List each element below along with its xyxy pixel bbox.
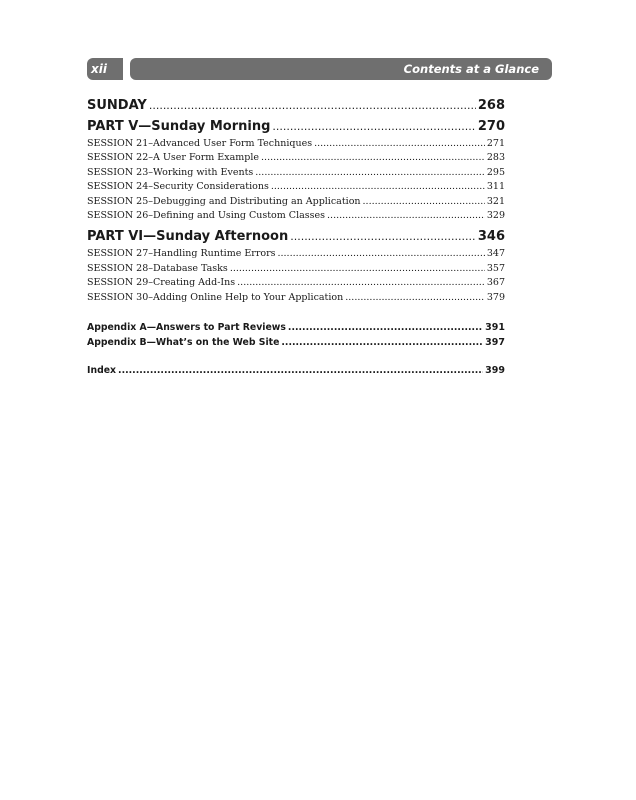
toc-page: 391 xyxy=(485,321,505,333)
dot-leader xyxy=(255,167,485,178)
dot-leader xyxy=(363,196,485,207)
toc-page: 357 xyxy=(486,262,505,274)
toc-entry-session-30[interactable] xyxy=(87,292,505,306)
dot-leader xyxy=(327,210,485,221)
toc-label: SUNDAY xyxy=(87,98,147,113)
dot-leader xyxy=(278,248,485,259)
toc-page: 379 xyxy=(486,291,505,303)
toc-entry-sunday[interactable] xyxy=(87,98,505,117)
toc-entry-part-5[interactable] xyxy=(87,119,505,138)
dot-leader xyxy=(288,322,483,333)
toc-page: 271 xyxy=(486,138,505,149)
toc-entry-session-26[interactable] xyxy=(87,210,505,224)
toc-entry-appendix-b[interactable] xyxy=(87,337,505,352)
toc-page: 399 xyxy=(485,364,505,376)
toc-label: SESSION 23–Working with Events xyxy=(87,166,254,178)
toc-page: 329 xyxy=(486,209,505,221)
toc-entry-session-29[interactable] xyxy=(87,277,505,291)
toc-label: SESSION 30–Adding Online Help to Your Application xyxy=(87,291,344,303)
dot-leader xyxy=(281,337,483,348)
toc-page: 295 xyxy=(486,166,505,178)
toc-entry-session-22[interactable] xyxy=(87,152,505,166)
toc-label: SESSION 24–Security Considerations xyxy=(87,181,269,193)
page-number: xii xyxy=(87,58,123,80)
dot-leader xyxy=(118,365,483,376)
toc-entry-session-27[interactable] xyxy=(87,248,505,262)
toc-entry-session-24[interactable] xyxy=(87,181,505,195)
toc-label: SESSION 26–Defining and Using Custom Classes xyxy=(87,209,326,221)
dot-leader xyxy=(261,152,485,163)
toc-page: 268 xyxy=(477,98,505,113)
toc-page: 397 xyxy=(485,336,505,348)
toc-page: 311 xyxy=(486,181,505,193)
dot-leader xyxy=(272,120,475,133)
dot-leader xyxy=(314,138,485,149)
toc-entry-part-6[interactable] xyxy=(87,229,505,248)
toc-label: PART VI—Sunday Afternoon xyxy=(87,229,289,245)
toc-entry-session-23[interactable] xyxy=(87,167,505,181)
toc-label: SESSION 22–A User Form Example xyxy=(87,152,260,164)
toc-label: SESSION 29–Creating Add-Ins xyxy=(87,277,236,289)
toc-label: SESSION 28–Database Tasks xyxy=(87,262,228,274)
toc-label: SESSION 27–Handling Runtime Errors xyxy=(87,248,276,260)
toc-entry-appendix-a[interactable] xyxy=(87,322,505,337)
toc-entry-session-21[interactable] xyxy=(87,138,505,152)
running-header xyxy=(87,58,552,80)
toc-page: 347 xyxy=(486,248,505,260)
dot-leader xyxy=(290,230,476,243)
toc-label: SESSION 25–Debugging and Distributing an Application xyxy=(87,195,361,207)
toc-label: Index xyxy=(87,364,117,376)
dot-leader xyxy=(230,263,485,274)
toc-page: 283 xyxy=(486,152,505,164)
dot-leader xyxy=(149,99,476,112)
table-of-contents xyxy=(87,98,505,380)
dot-leader xyxy=(345,292,485,303)
toc-entry-index[interactable] xyxy=(87,365,505,380)
toc-page: 270 xyxy=(477,119,505,134)
toc-page: 367 xyxy=(486,277,505,289)
dot-leader xyxy=(237,277,485,288)
toc-page: 346 xyxy=(477,229,505,245)
toc-label: Appendix B—What’s on the Web Site xyxy=(87,336,280,348)
dot-leader xyxy=(271,181,485,192)
toc-entry-session-28[interactable] xyxy=(87,263,505,277)
toc-label: SESSION 21–Advanced User Form Techniques xyxy=(87,138,313,149)
toc-page: 321 xyxy=(486,195,505,207)
header-title: Contents at a Glance xyxy=(130,58,552,80)
toc-label: PART V—Sunday Morning xyxy=(87,119,271,134)
toc-entry-session-25[interactable] xyxy=(87,196,505,210)
toc-label: Appendix A—Answers to Part Reviews xyxy=(87,321,286,333)
